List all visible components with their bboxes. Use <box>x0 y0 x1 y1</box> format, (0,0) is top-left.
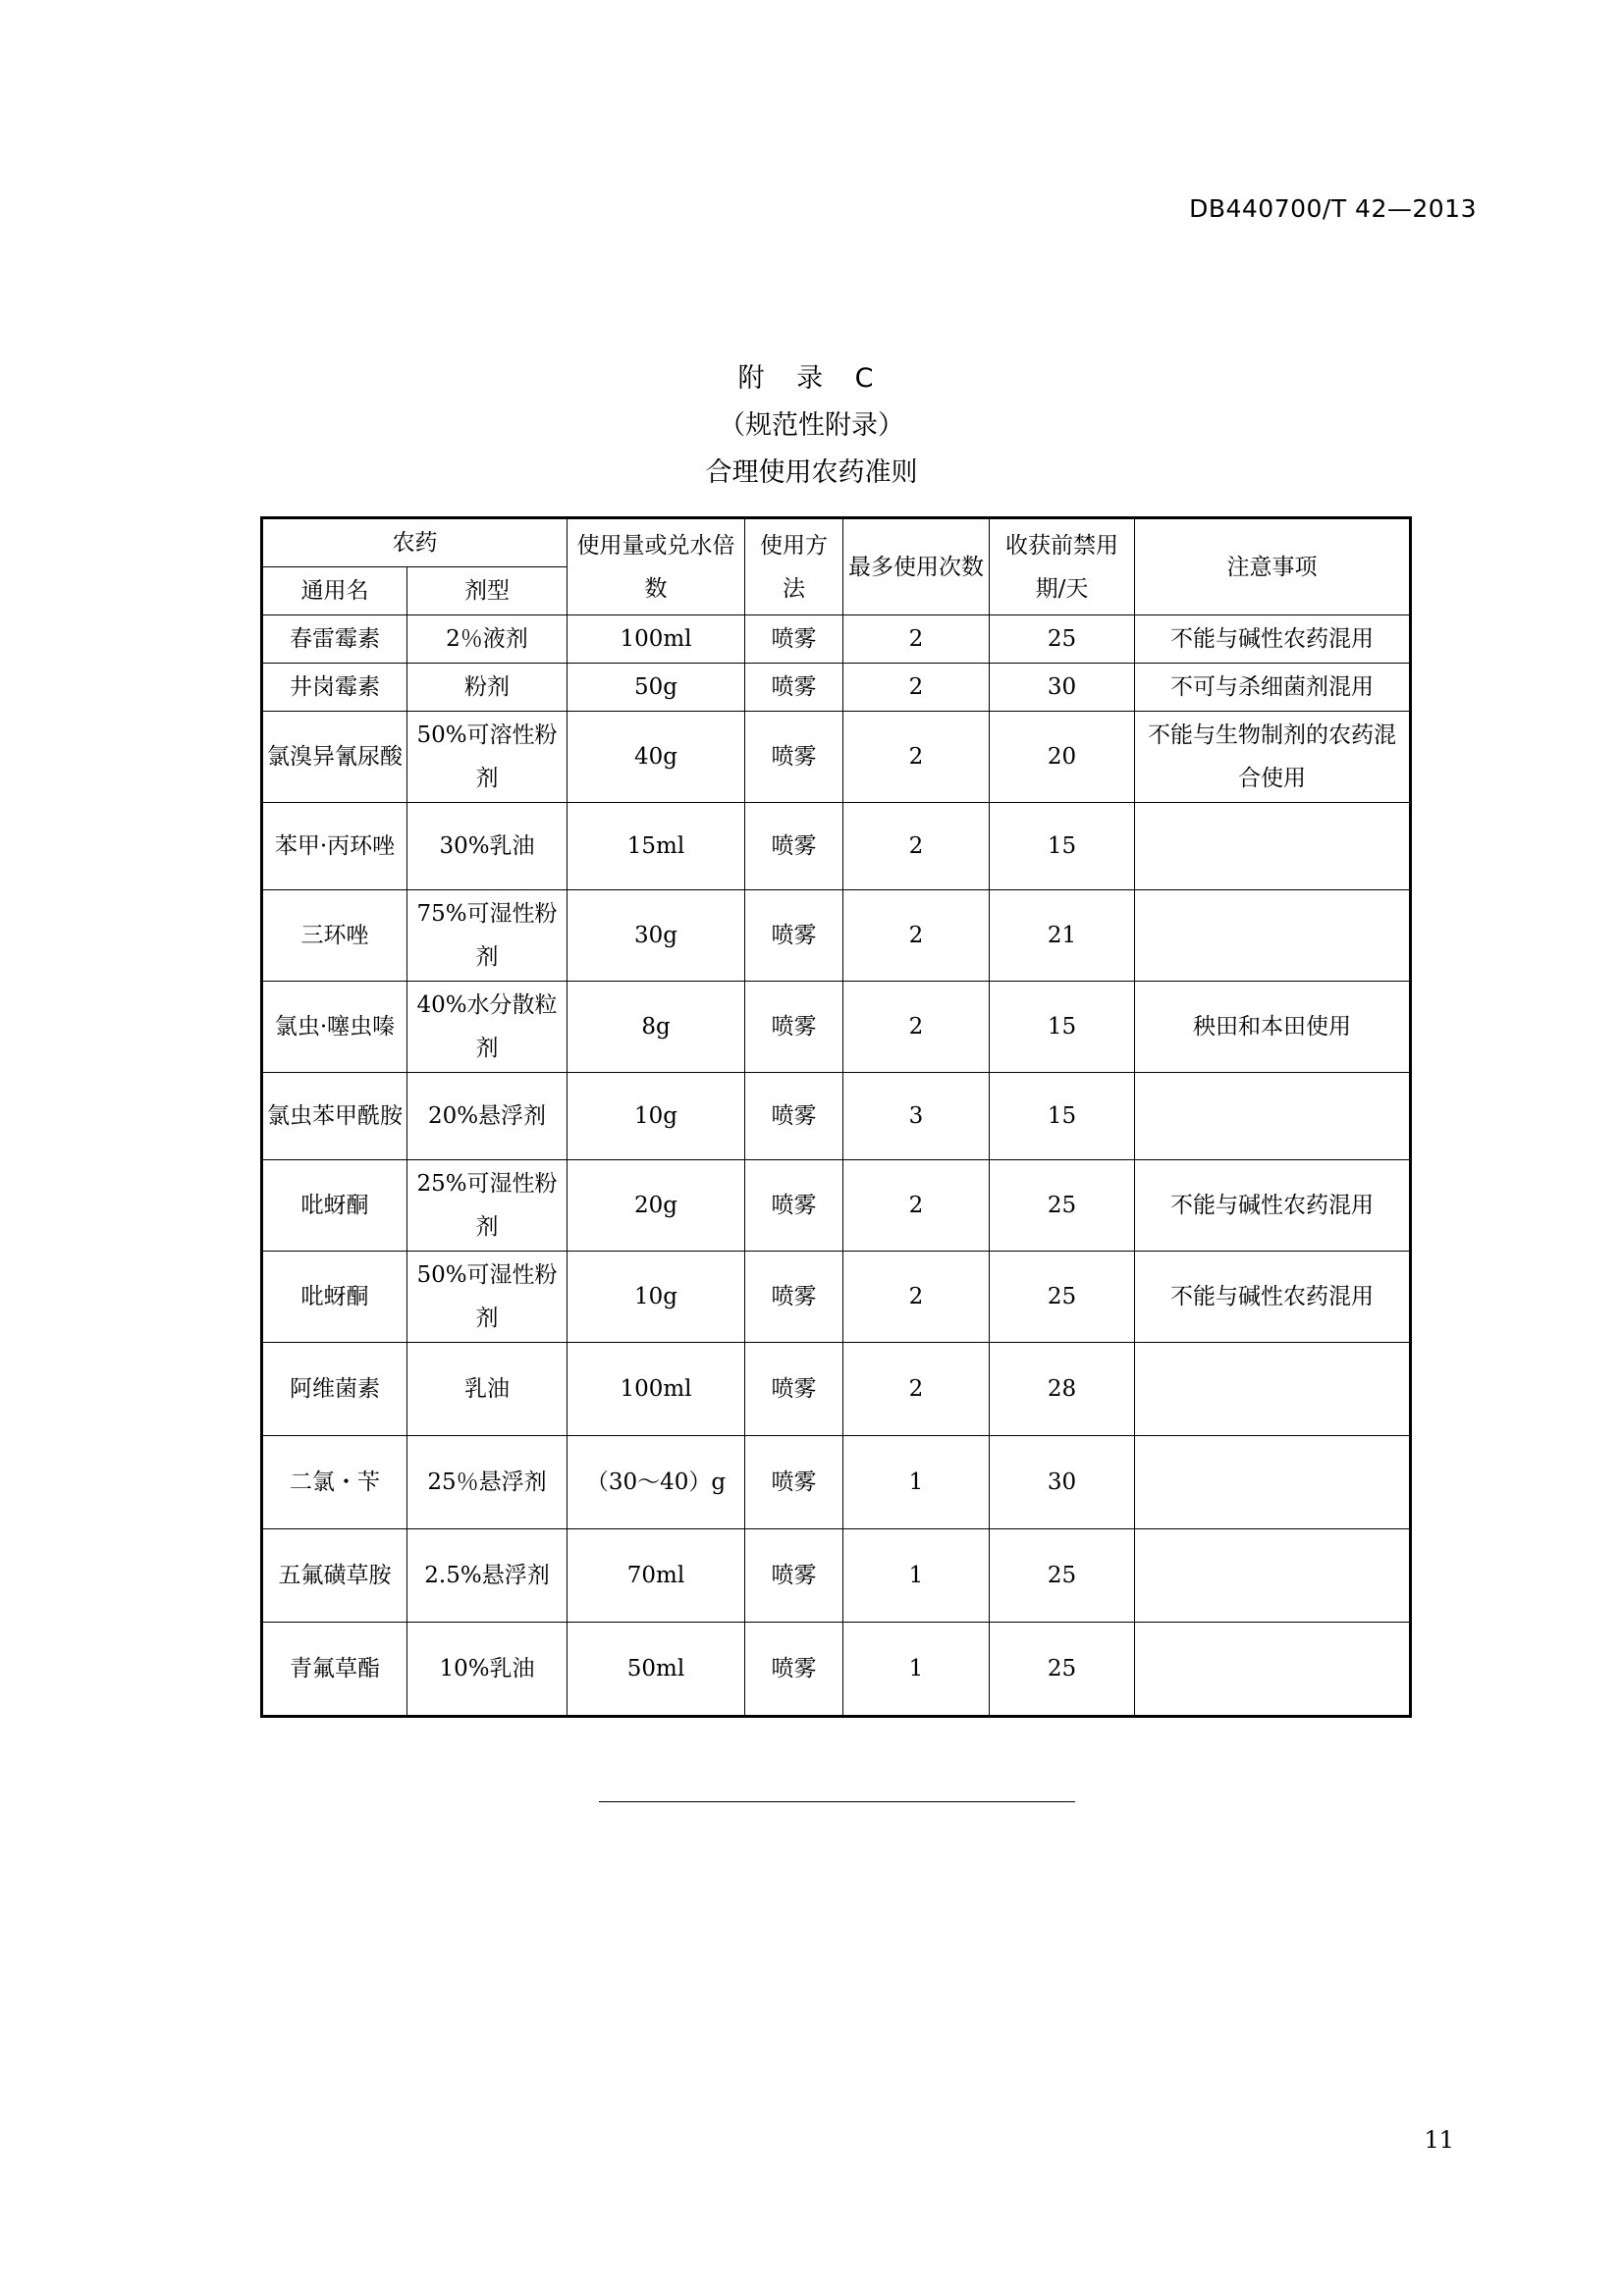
cell-times: 1 <box>843 1529 990 1623</box>
cell-formulation: 40%水分散粒剂 <box>407 982 568 1073</box>
cell-dosage: 100ml <box>568 1343 745 1436</box>
cell-name: 氯虫苯甲酰胺 <box>262 1073 407 1160</box>
cell-times: 2 <box>843 1343 990 1436</box>
table-row <box>262 615 1411 664</box>
cell-formulation: 10%乳油 <box>407 1623 568 1717</box>
cell-days: 21 <box>990 890 1135 982</box>
table-row <box>262 982 1411 1073</box>
cell-days: 25 <box>990 1160 1135 1252</box>
header-notes: 注意事项 <box>1135 518 1411 615</box>
cell-times: 2 <box>843 615 990 664</box>
appendix-label: 附 录 C <box>737 363 886 394</box>
cell-dosage: 70ml <box>568 1529 745 1623</box>
cell-times: 2 <box>843 1160 990 1252</box>
cell-name: 井岗霉素 <box>262 664 407 712</box>
header-method: 使用方法 <box>745 518 843 615</box>
table-row <box>262 890 1411 982</box>
page-number: 11 <box>1424 2126 1454 2154</box>
cell-name: 氯虫·噻虫嗪 <box>262 982 407 1073</box>
header-common-name: 通用名 <box>262 567 407 615</box>
cell-times: 2 <box>843 712 990 803</box>
cell-name: 苯甲·丙环唑 <box>262 803 407 890</box>
cell-days: 30 <box>990 1436 1135 1529</box>
cell-method: 喷雾 <box>745 1623 843 1717</box>
cell-method: 喷雾 <box>745 803 843 890</box>
cell-dosage: 10g <box>568 1073 745 1160</box>
cell-formulation: 50%可湿性粉剂 <box>407 1252 568 1343</box>
cell-days: 15 <box>990 982 1135 1073</box>
cell-formulation: 25％悬浮剂 <box>407 1436 568 1529</box>
cell-days: 15 <box>990 803 1135 890</box>
title-block <box>0 355 1623 497</box>
cell-method: 喷雾 <box>745 1529 843 1623</box>
cell-dosage: 30g <box>568 890 745 982</box>
cell-note: 不能与生物制剂的农药混合使用 <box>1135 712 1411 803</box>
cell-name: 氯溴异氰尿酸 <box>262 712 407 803</box>
cell-method: 喷雾 <box>745 890 843 982</box>
cell-note: 不能与碱性农药混用 <box>1135 615 1411 664</box>
cell-dosage: 20g <box>568 1160 745 1252</box>
cell-times: 2 <box>843 890 990 982</box>
cell-method: 喷雾 <box>745 615 843 664</box>
cell-name: 三环唑 <box>262 890 407 982</box>
cell-method: 喷雾 <box>745 982 843 1073</box>
table-row <box>262 712 1411 803</box>
cell-note <box>1135 1436 1411 1529</box>
cell-name: 二氯・苄 <box>262 1436 407 1529</box>
header-dosage: 使用量或兑水倍数 <box>568 518 745 615</box>
cell-name: 春雷霉素 <box>262 615 407 664</box>
table-row <box>262 1623 1411 1717</box>
cell-formulation: 75%可湿性粉剂 <box>407 890 568 982</box>
cell-note <box>1135 1073 1411 1160</box>
cell-note <box>1135 890 1411 982</box>
cell-times: 2 <box>843 664 990 712</box>
appendix-title: 合理使用农药准则 <box>705 457 918 488</box>
cell-name: 青氟草酯 <box>262 1623 407 1717</box>
cell-method: 喷雾 <box>745 1436 843 1529</box>
cell-days: 25 <box>990 1623 1135 1717</box>
end-rule <box>599 1801 1075 1802</box>
document-code: DB440700/T 42—2013 <box>1189 194 1477 223</box>
cell-note <box>1135 803 1411 890</box>
table-row <box>262 1160 1411 1252</box>
cell-dosage: 40g <box>568 712 745 803</box>
cell-times: 1 <box>843 1623 990 1717</box>
cell-formulation: 乳油 <box>407 1343 568 1436</box>
cell-days: 25 <box>990 1529 1135 1623</box>
cell-formulation: 50%可溶性粉剂 <box>407 712 568 803</box>
cell-days: 15 <box>990 1073 1135 1160</box>
cell-dosage: 50g <box>568 664 745 712</box>
cell-method: 喷雾 <box>745 1252 843 1343</box>
cell-name: 吡蚜酮 <box>262 1160 407 1252</box>
cell-formulation: 2％液剂 <box>407 615 568 664</box>
cell-dosage: 15ml <box>568 803 745 890</box>
cell-note: 不能与碱性农药混用 <box>1135 1160 1411 1252</box>
appendix-type: （规范性附录） <box>719 410 904 441</box>
cell-formulation: 20%悬浮剂 <box>407 1073 568 1160</box>
cell-formulation: 2.5%悬浮剂 <box>407 1529 568 1623</box>
cell-days: 28 <box>990 1343 1135 1436</box>
cell-days: 30 <box>990 664 1135 712</box>
table-row <box>262 1252 1411 1343</box>
cell-dosage: 100ml <box>568 615 745 664</box>
cell-note: 秧田和本田使用 <box>1135 982 1411 1073</box>
cell-dosage: （30～40）g <box>568 1436 745 1529</box>
cell-method: 喷雾 <box>745 712 843 803</box>
header-preharvest: 收获前禁用期/天 <box>990 518 1135 615</box>
cell-note <box>1135 1343 1411 1436</box>
pesticide-table <box>260 516 1412 1718</box>
table-row <box>262 1436 1411 1529</box>
table-row <box>262 1529 1411 1623</box>
header-formulation: 剂型 <box>407 567 568 615</box>
cell-days: 25 <box>990 615 1135 664</box>
cell-method: 喷雾 <box>745 664 843 712</box>
cell-name: 吡蚜酮 <box>262 1252 407 1343</box>
cell-note <box>1135 1623 1411 1717</box>
header-max-times: 最多使用次数 <box>843 518 990 615</box>
cell-name: 五氟磺草胺 <box>262 1529 407 1623</box>
cell-formulation: 25%可湿性粉剂 <box>407 1160 568 1252</box>
cell-formulation: 粉剂 <box>407 664 568 712</box>
cell-dosage: 10g <box>568 1252 745 1343</box>
cell-times: 2 <box>843 982 990 1073</box>
cell-note <box>1135 1529 1411 1623</box>
cell-times: 3 <box>843 1073 990 1160</box>
cell-method: 喷雾 <box>745 1073 843 1160</box>
cell-days: 20 <box>990 712 1135 803</box>
table-row <box>262 1073 1411 1160</box>
cell-times: 2 <box>843 1252 990 1343</box>
cell-dosage: 50ml <box>568 1623 745 1717</box>
cell-method: 喷雾 <box>745 1343 843 1436</box>
table-row <box>262 803 1411 890</box>
cell-times: 2 <box>843 803 990 890</box>
cell-note: 不可与杀细菌剂混用 <box>1135 664 1411 712</box>
table-row <box>262 664 1411 712</box>
cell-note: 不能与碱性农药混用 <box>1135 1252 1411 1343</box>
cell-dosage: 8g <box>568 982 745 1073</box>
header-pesticide: 农药 <box>262 518 568 567</box>
cell-times: 1 <box>843 1436 990 1529</box>
cell-method: 喷雾 <box>745 1160 843 1252</box>
cell-name: 阿维菌素 <box>262 1343 407 1436</box>
cell-days: 25 <box>990 1252 1135 1343</box>
cell-formulation: 30%乳油 <box>407 803 568 890</box>
table-row <box>262 1343 1411 1436</box>
